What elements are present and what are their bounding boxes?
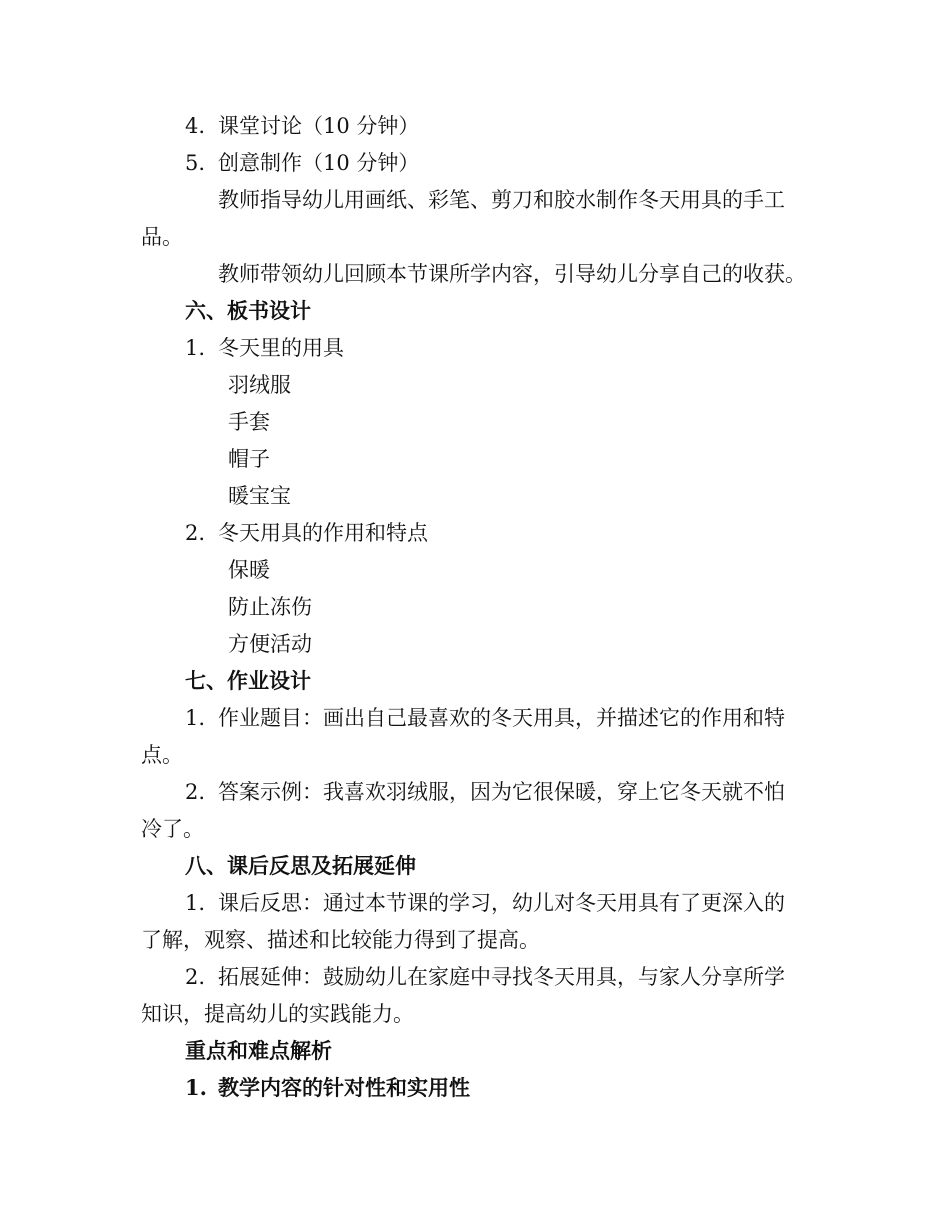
item-text: 教学内容的针对性和实用性 bbox=[218, 1075, 470, 1100]
paragraph-line: 冷了。 bbox=[141, 817, 204, 841]
item-text: 冬天用具的作用和特点 bbox=[218, 521, 428, 545]
sub-list-item: 帽子 bbox=[228, 447, 270, 471]
item-number: 1. bbox=[185, 336, 206, 360]
section-heading-homework: 七、作业设计 bbox=[185, 668, 311, 693]
section-heading-reflection: 八、课后反思及拓展延伸 bbox=[185, 853, 416, 878]
item-number: 1. bbox=[185, 891, 206, 915]
item-number: 1. bbox=[185, 706, 206, 730]
list-item-winter-items bbox=[185, 333, 344, 363]
paragraph-line: 知识，提高幼儿的实践能力。 bbox=[141, 1002, 414, 1026]
paragraph-line: 教师带领幼儿回顾本节课所学内容，引导幼儿分享自己的收获。 bbox=[218, 262, 806, 286]
paragraph-line: 教师指导幼儿用画纸、彩笔、剪刀和胶水制作冬天用具的手工 bbox=[218, 188, 785, 212]
item-text: 答案示例：我喜欢羽绒服，因为它很保暖，穿上它冬天就不怕 bbox=[218, 780, 785, 804]
section-heading-key-points: 重点和难点解析 bbox=[185, 1038, 332, 1063]
sub-list-item: 方便活动 bbox=[228, 632, 312, 656]
list-item-creative-making bbox=[185, 148, 419, 178]
list-item-homework-task bbox=[185, 703, 785, 733]
list-item-class-discussion bbox=[185, 111, 419, 141]
paragraph-line: 品。 bbox=[141, 225, 183, 249]
list-item-extension bbox=[185, 962, 785, 992]
list-item-reflection bbox=[185, 888, 785, 918]
item-number: 2. bbox=[185, 521, 206, 545]
item-number: 2. bbox=[185, 965, 206, 989]
sub-list-item: 羽绒服 bbox=[228, 373, 291, 397]
sub-list-item: 手套 bbox=[228, 410, 270, 434]
item-text: 课后反思：通过本节课的学习，幼儿对冬天用具有了更深入的 bbox=[218, 891, 785, 915]
paragraph-line: 了解，观察、描述和比较能力得到了提高。 bbox=[141, 928, 540, 952]
list-item-functions-features bbox=[185, 518, 428, 548]
sub-list-item: 保暖 bbox=[228, 558, 270, 582]
item-text: 拓展延伸：鼓励幼儿在家庭中寻找冬天用具，与家人分享所学 bbox=[218, 965, 785, 989]
item-number: 4. bbox=[185, 114, 206, 138]
item-number: 2. bbox=[185, 780, 206, 804]
list-item-answer-example bbox=[185, 777, 785, 807]
sub-list-item: 防止冻伤 bbox=[228, 595, 312, 619]
item-text: 冬天里的用具 bbox=[218, 336, 344, 360]
item-text: 作业题目：画出自己最喜欢的冬天用具，并描述它的作用和特 bbox=[218, 706, 785, 730]
list-item-content-relevance bbox=[185, 1073, 470, 1103]
item-number: 5. bbox=[185, 151, 206, 175]
paragraph-line: 点。 bbox=[141, 743, 183, 767]
item-text: 创意制作（10 分钟） bbox=[218, 151, 420, 175]
item-number: 1. bbox=[185, 1075, 207, 1100]
sub-list-item: 暖宝宝 bbox=[228, 484, 291, 508]
item-text: 课堂讨论（10 分钟） bbox=[218, 114, 420, 138]
section-heading-board-design: 六、板书设计 bbox=[185, 298, 311, 323]
